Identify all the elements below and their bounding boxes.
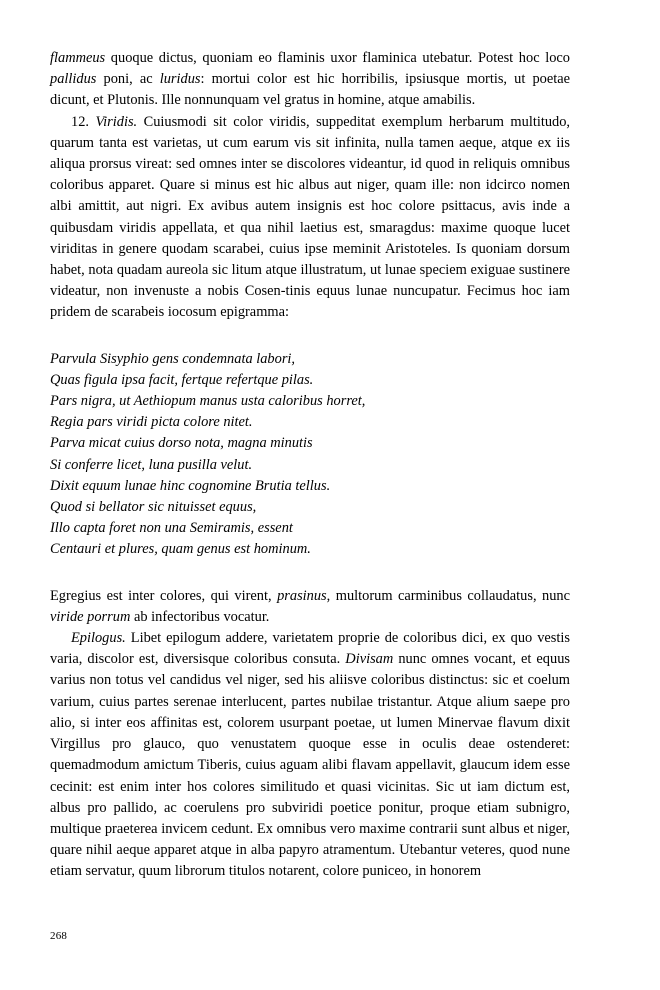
epigram-line: Illo capta foret non una Semiramis, essent [50, 520, 293, 537]
paragraph-viridis-text: Cuiusmodi sit color viridis, suppeditat exemplum herbarum multitudo, quarum tanta est varietas, ut cum earum vis sit infinita, nulla tamen aeque, atque ex iis aliqua prorsus vireat: sed omnes inter se discolores videantur, id quod in reliquis omnibus coloribus apparet. Quare si minus est hic albus aut niger, quam ille: non idcirco nomen albi amittit, aut nigri. Ex avibus autem insignis est hoc colore psittacus, avis inde a quibusdam viridis appellata, et qua nihil laetius est, smaragdus: maxime quoque lucet viriditas in genere quodam scarabei, cuius ipse meminit Aristoteles. Is quoniam dorsum habet, nota quadam aureola sic litum atque illustratum, ut lunae speciem exiguae sustinere videatur, non invenuste a nobis Cosen-tinis equus lunae nuncupatur. Fecimus hoc iam pridem de scarabeis iocosum epigramma: [50, 113, 570, 321]
page-number: 268 [50, 930, 68, 942]
paragraph-flammeus-text-3: : mortui color est hic horribilis, ipsiusque mortis, ut poetae dicunt, et Plutonis. Ille nonnunquam vel gratus in homine, atque amabilis. [50, 71, 571, 109]
epigram-line: Regia pars viridi picta colore nitet. [50, 414, 253, 431]
page-text-block [50, 48, 570, 883]
italic-term-luridus: luridus [159, 71, 201, 88]
section-number-12: 12. [71, 113, 96, 130]
italic-term-pallidus: pallidus [50, 71, 97, 88]
paragraph-prasinus [50, 586, 570, 628]
italic-term-divisam: Divisam [345, 651, 394, 668]
epigram-line: Parva micat cuius dorso nota, magna minutis [50, 435, 313, 452]
italic-term-viridis: Viridis. [95, 113, 138, 130]
paragraph-epilogus [50, 628, 570, 882]
epigram-line: Si conferre licet, luna pusilla velut. [50, 456, 253, 473]
paragraph-flammeus [50, 48, 570, 112]
italic-term-viride-porrum: viride porrum [50, 608, 131, 625]
italic-term-flammeus: flammeus [50, 50, 106, 66]
epigram-line: Quod si bellator sic nituisset equus, [50, 499, 257, 516]
epigram-block [50, 349, 570, 561]
paragraph-prasinus-text-2: , multorum carminibus collaudatus, nunc [326, 587, 570, 604]
paragraph-epilogus-text-2: nunc omnes vocant, et equus varius non totus vel candidus vel niger, sed his aliisve coloribus distinctus: sic et coelum varium, cuius partes serenae interlucent, partes nubilae tristantur. Atque alium saepe pro alio, si inter eos affinitas est, colorem usurpant poetae, ut lumen Minervae flavum dixit Virgillus pro glauco, quo venustatem quoque esse in oculis deae ostenderet: quemadmodum amictum Tiberis, cuius aguam alibi flavam appellavit, glaucum idem esse cecinit: est enim inter hos colores similitudo et quasi vicinitas. Sic ut iam dictum est, albus pro pallido, ac coerulens pro subviridi poetice ponitur, proque etiam subnigro, multique praeterea invicem cedunt. Ex omnibus vero maxime contrarii sunt albus et niger, quare nihil aeque apparet atque in alba papyro atramentum. Utebantur veteres, quod nune etiam servatur, quum librorum titulos notarent, colore puniceo, in honorem [50, 651, 570, 880]
paragraph-epilogus-text-1: Libet epilogum addere, varietatem proprie de coloribus dici, ex quo vestis varia, discolor est, diversisque coloribus consuta. [50, 630, 570, 668]
italic-term-epilogus: Epilogus. [71, 630, 126, 647]
paragraph-prasinus-text-1: Egregius est inter colores, qui virent, [50, 587, 278, 604]
epigram-line: Pars nigra, ut Aethiopum manus usta caloribus horret, [50, 393, 366, 410]
epigram-line: Parvula Sisyphio gens condemnata labori, [50, 350, 296, 367]
italic-term-prasinus: prasinus [277, 587, 327, 604]
epigram-line: Quas figula ipsa facit, fertque refertque pilas. [50, 371, 314, 388]
epigram-line: Dixit equum lunae hinc cognomine Brutia tellus. [50, 477, 331, 494]
paragraph-flammeus-text-2: poni, ac [96, 71, 160, 88]
paragraph-prasinus-text-3: ab infectoribus vocatur. [130, 608, 270, 625]
epigram-lines [50, 349, 570, 561]
epigram-line: Centauri et plures, quam genus est hominum. [50, 541, 311, 558]
paragraph-section-12-viridis [50, 112, 570, 324]
paragraph-flammeus-text-1: quoque dictus, quoniam eo flaminis uxor flaminica utebatur. Potest hoc loco [105, 50, 570, 66]
